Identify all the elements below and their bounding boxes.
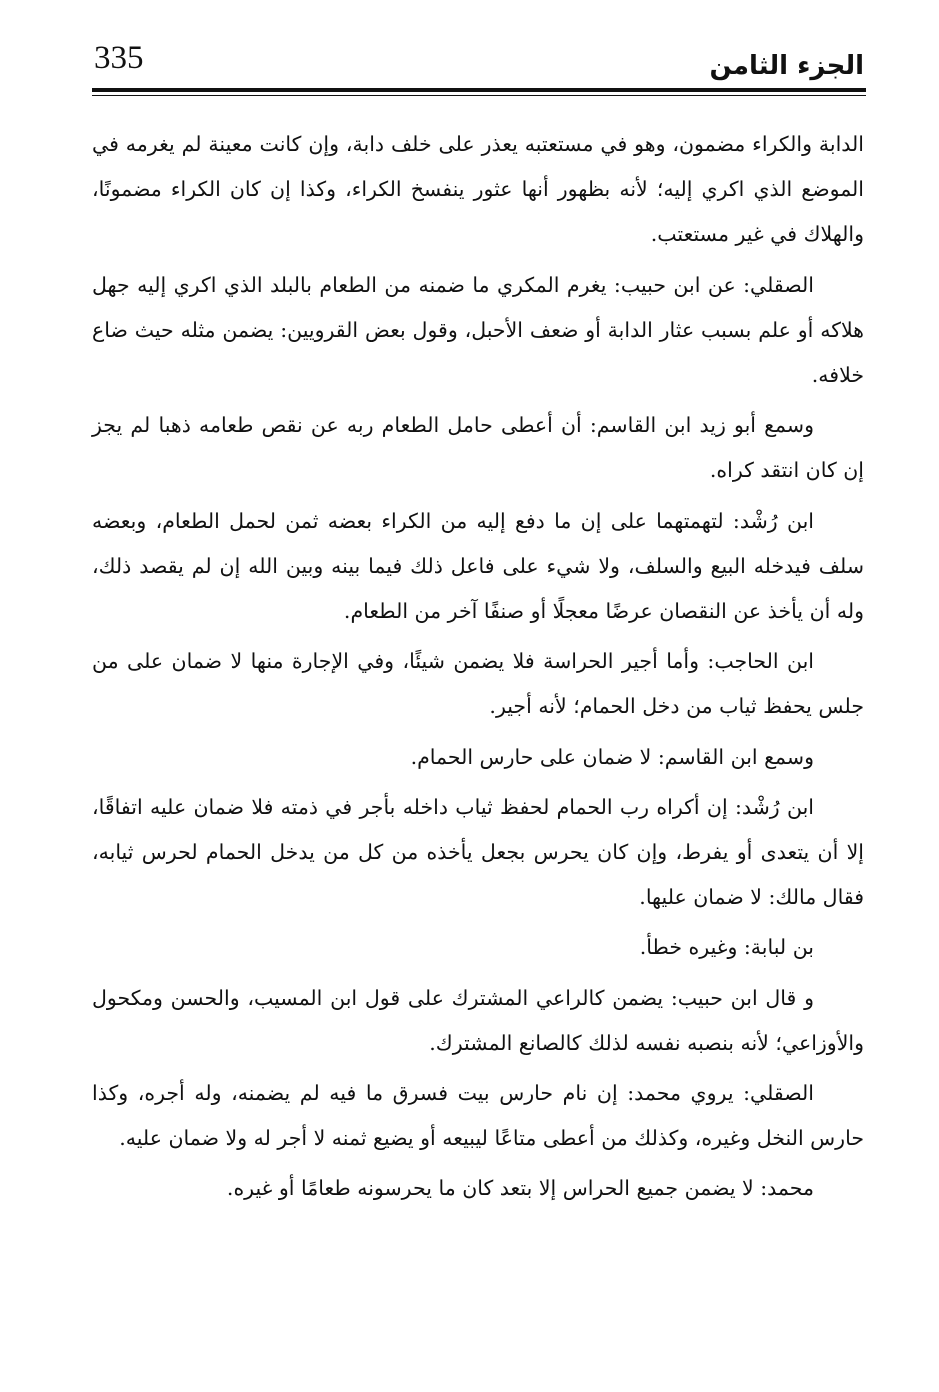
paragraph: الصقلي: عن ابن حبيب: يغرم المكري ما ضمنه من الطعام بالبلد الذي اكري إليه جهل هلاكه أو علم بسبب عثار الدابة أو ضعف الأحبل، وقول بعض القرويين: يضمن مثله حيث ضاع خلافه. bbox=[92, 272, 864, 388]
page-number: 335 bbox=[94, 40, 144, 76]
body-text bbox=[92, 122, 864, 1217]
paragraph: ابن الحاجب: وأما أجير الحراسة فلا يضمن شيئًا، وفي الإجارة منها لا ضمان على من جلس يحفظ ثياب من دخل الحمام؛ لأنه أجير. bbox=[92, 649, 864, 719]
paragraph: محمد: لا يضمن جميع الحراس إلا بتعد كان ما يحرسونه طعامًا أو غيره. bbox=[226, 1176, 814, 1201]
paragraph: الدابة والكراء مضمون، وهو في مستعتبه يعذر على خلف دابة، وإن كانت معينة لم يغرمه في الموضع الذي اكري إليه؛ لأنه بظهور أنها عثور ينفسخ الكراء، وكذا إن كان الكراء مضمونًا، والهلاك في غير مستعتب. bbox=[92, 132, 864, 247]
paragraph: و قال ابن حبيب: يضمن كالراعي المشترك على قول ابن المسيب، والحسن ومكحول والأوزاعي؛ لأنه بنصبه نفسه لذلك كالصانع المشترك. bbox=[92, 985, 864, 1055]
paragraph: الصقلي: يروي محمد: إن نام حارس بيت فسرق ما فيه لم يضمنه، وله أجره، وكذا حارس النخل وغيره، وكذلك من أعطى متاعًا ليبيعه أو يضيع ثمنه لا أجر له ولا ضمان عليه. bbox=[92, 1081, 864, 1151]
running-title: الجزء الثامن bbox=[709, 51, 864, 81]
paragraph: بن لبابة: وغيره خطأ. bbox=[639, 935, 814, 960]
header-rule-thin bbox=[92, 95, 866, 96]
paragraph: ابن رُشْد: لتهمتهما على إن ما دفع إليه من الكراء بعضه ثمن لحمل الطعام، وبعضه سلف فيدخله البيع والسلف، ولا شيء على فاعل ذلك فيما بينه وبين الله إن لم يقصد ذلك، وله أن يأخذ عن النقصان عرضًا معجلًا أو صنفًا آخر من الطعام. bbox=[92, 508, 864, 624]
paragraph: وسمع ابن القاسم: لا ضمان على حارس الحمام. bbox=[410, 744, 814, 769]
header-rule-thick bbox=[92, 88, 866, 92]
page-header bbox=[92, 34, 866, 96]
paragraph: وسمع أبو زيد ابن القاسم: أن أعطى حامل الطعام ربه عن نقص طعامه ذهبا لم يجز إن كان انتقد كراه. bbox=[92, 413, 864, 483]
paragraph: ابن رُشْد: إن أكراه رب الحمام لحفظ ثياب داخله بأجر في ذمته فلا ضمان عليه اتفاقًا، إلا أن يتعدى أو يفرط، وإن كان يحرس بجعل يأخذه من كل من يدخل الحمام لحرس ثيابه، فقال مالك: لا ضمان عليها. bbox=[92, 794, 864, 910]
